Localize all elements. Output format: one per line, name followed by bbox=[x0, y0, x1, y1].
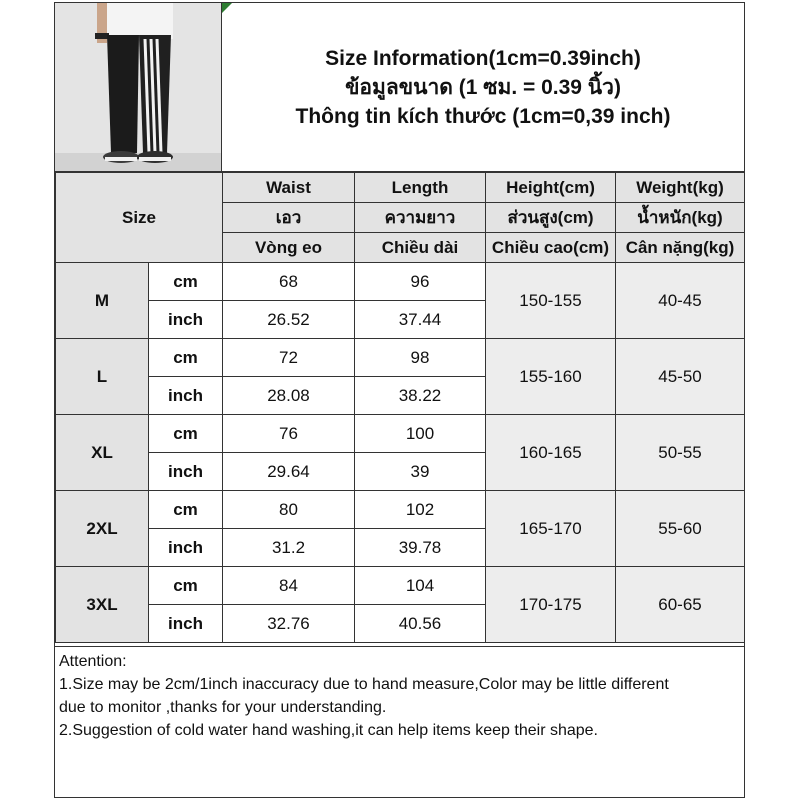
waist-cm-cell: 84 bbox=[223, 567, 355, 605]
col-waist-th: เอว bbox=[223, 203, 355, 233]
waist-cm-cell: 68 bbox=[223, 263, 355, 301]
table-row bbox=[56, 491, 745, 529]
notes-title: Attention: bbox=[59, 653, 127, 670]
col-waist-vi: Vòng eo bbox=[223, 233, 355, 263]
header-title-th: ข้อมูลขนาด (1 ซม. = 0.39 นิ้ว) bbox=[345, 75, 621, 99]
height-cell: 150-155 bbox=[486, 263, 616, 339]
unit-label-inch: inch bbox=[149, 605, 223, 643]
notes-line-2: due to monitor ,thanks for your understanding. bbox=[59, 699, 387, 716]
weight-cell: 60-65 bbox=[616, 567, 745, 643]
col-waist-en: Waist bbox=[223, 173, 355, 203]
height-cell: 165-170 bbox=[486, 491, 616, 567]
unit-label-cm: cm bbox=[149, 263, 223, 301]
weight-cell: 45-50 bbox=[616, 339, 745, 415]
waist-inch-cell: 31.2 bbox=[223, 529, 355, 567]
col-height-vi: Chiều cao(cm) bbox=[486, 233, 616, 263]
attention-notes bbox=[55, 646, 744, 745]
unit-label-inch: inch bbox=[149, 453, 223, 491]
length-inch-cell: 38.22 bbox=[355, 377, 486, 415]
waist-cm-cell: 72 bbox=[223, 339, 355, 377]
unit-label-cm: cm bbox=[149, 491, 223, 529]
unit-label-cm: cm bbox=[149, 339, 223, 377]
size-label: M bbox=[56, 263, 149, 339]
header-title-vi: Thông tin kích thước (1cm=0,39 inch) bbox=[295, 104, 671, 128]
table-row bbox=[56, 415, 745, 453]
length-cm-cell: 100 bbox=[355, 415, 486, 453]
length-inch-cell: 40.56 bbox=[355, 605, 486, 643]
table-row bbox=[56, 339, 745, 377]
weight-cell: 40-45 bbox=[616, 263, 745, 339]
col-height-th: ส่วนสูง(cm) bbox=[486, 203, 616, 233]
col-length-en: Length bbox=[355, 173, 486, 203]
length-inch-cell: 39.78 bbox=[355, 529, 486, 567]
height-cell: 155-160 bbox=[486, 339, 616, 415]
length-inch-cell: 37.44 bbox=[355, 301, 486, 339]
length-cm-cell: 102 bbox=[355, 491, 486, 529]
unit-label-inch: inch bbox=[149, 377, 223, 415]
waist-inch-cell: 29.64 bbox=[223, 453, 355, 491]
header-row-en bbox=[56, 173, 745, 203]
length-inch-cell: 39 bbox=[355, 453, 486, 491]
unit-label-inch: inch bbox=[149, 529, 223, 567]
table-row bbox=[56, 263, 745, 301]
notes-line-1: 1.Size may be 2cm/1inch inaccuracy due to hand measure,Color may be little different bbox=[59, 676, 669, 693]
model-wearing-pants-image bbox=[55, 3, 221, 171]
waist-inch-cell: 32.76 bbox=[223, 605, 355, 643]
length-cm-cell: 98 bbox=[355, 339, 486, 377]
size-label: 2XL bbox=[56, 491, 149, 567]
length-cm-cell: 96 bbox=[355, 263, 486, 301]
table-row bbox=[56, 567, 745, 605]
col-weight-en: Weight(kg) bbox=[616, 173, 745, 203]
length-cm-cell: 104 bbox=[355, 567, 486, 605]
weight-cell: 50-55 bbox=[616, 415, 745, 491]
waist-cm-cell: 80 bbox=[223, 491, 355, 529]
col-weight-th: น้ำหนัก(kg) bbox=[616, 203, 745, 233]
header-title-en: Size Information(1cm=0.39inch) bbox=[325, 46, 641, 70]
unit-label-inch: inch bbox=[149, 301, 223, 339]
size-column-title: Size bbox=[56, 173, 223, 263]
size-label: 3XL bbox=[56, 567, 149, 643]
height-cell: 170-175 bbox=[486, 567, 616, 643]
col-length-vi: Chiều dài bbox=[355, 233, 486, 263]
product-photo bbox=[55, 3, 222, 172]
col-weight-vi: Cân nặng(kg) bbox=[616, 233, 745, 263]
size-chart-sheet bbox=[54, 2, 745, 798]
size-label: L bbox=[56, 339, 149, 415]
col-length-th: ความยาว bbox=[355, 203, 486, 233]
size-label: XL bbox=[56, 415, 149, 491]
col-height-en: Height(cm) bbox=[486, 173, 616, 203]
waist-inch-cell: 26.52 bbox=[223, 301, 355, 339]
size-info-header bbox=[222, 3, 744, 172]
waist-inch-cell: 28.08 bbox=[223, 377, 355, 415]
size-table bbox=[55, 172, 745, 643]
notes-line-3: 2.Suggestion of cold water hand washing,it can help items keep their shape. bbox=[59, 722, 598, 739]
unit-label-cm: cm bbox=[149, 415, 223, 453]
waist-cm-cell: 76 bbox=[223, 415, 355, 453]
height-cell: 160-165 bbox=[486, 415, 616, 491]
weight-cell: 55-60 bbox=[616, 491, 745, 567]
unit-label-cm: cm bbox=[149, 567, 223, 605]
